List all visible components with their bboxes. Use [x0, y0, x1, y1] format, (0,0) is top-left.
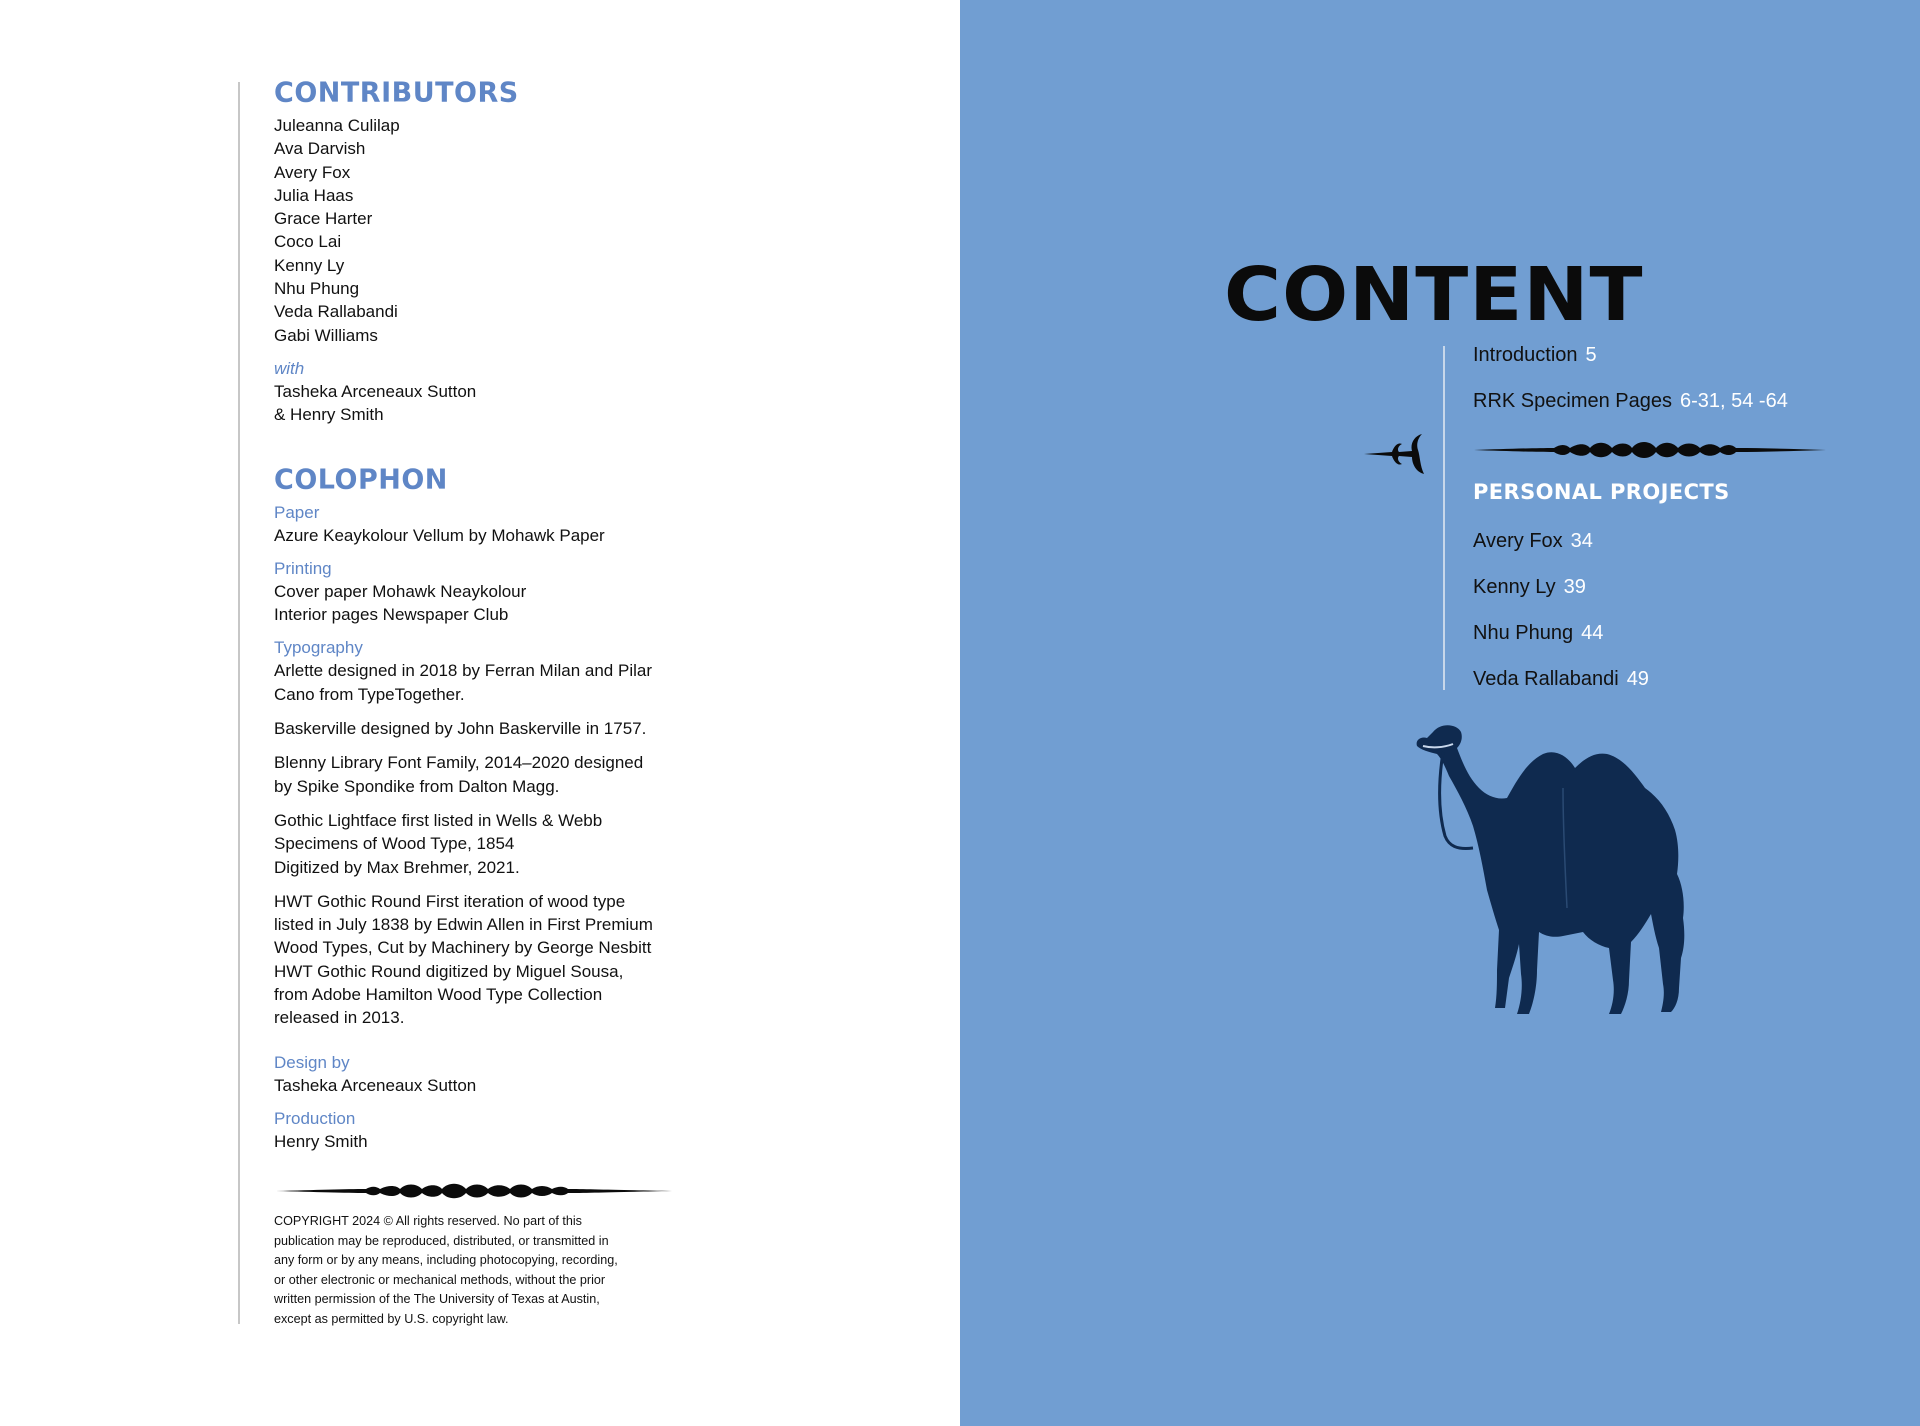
typography-line: Wood Types, Cut by Machinery by George Nesbitt — [274, 938, 652, 958]
with-name: Tasheka Arceneaux Sutton — [274, 381, 477, 401]
toc-item-veda-rallabandi[interactable] — [1473, 666, 1649, 692]
toc-vertical-rule — [1443, 346, 1445, 690]
toc-item-page: 49 — [1626, 668, 1649, 690]
design-name: Tasheka Arceneaux Sutton — [274, 1075, 477, 1095]
typography-line: HWT Gothic Round First iteration of wood type — [274, 891, 626, 911]
ornamental-divider-icon — [276, 1180, 672, 1202]
typography-line: Digitized by Max Brehmer, 2021. — [274, 857, 520, 877]
typography-paragraph — [274, 659, 694, 706]
colophon-title: COLOPHON — [274, 463, 448, 496]
toc-item-page: 34 — [1570, 530, 1593, 552]
contributor-name: Julia Haas — [274, 185, 354, 205]
contributor-name: Avery Fox — [274, 162, 351, 182]
typography-line: Cano from TypeTogether. — [274, 684, 465, 704]
production-name: Henry Smith — [274, 1131, 368, 1151]
copyright-line: or other electronic or mechanical methods, without the prior — [274, 1272, 606, 1287]
contributor-name: Juleanna Culilap — [274, 116, 400, 135]
typography-line: listed in July 1838 by Edwin Allen in First Premium — [274, 915, 653, 935]
copyright-line: written permission of the The University of Texas at Austin, — [274, 1292, 600, 1306]
typography-paragraph — [274, 717, 694, 740]
typography-line: released in 2013. — [274, 1008, 405, 1028]
toc-item-page: 5 — [1585, 344, 1597, 366]
with-label: with — [274, 358, 305, 378]
toc-item-page: 39 — [1563, 576, 1586, 598]
toc-item-rrk-specimen[interactable] — [1473, 388, 1788, 414]
copyright-notice — [274, 1212, 674, 1329]
flourish-icon — [1362, 432, 1426, 476]
copyright-line: publication may be reproduced, distributed, or transmitted in — [274, 1233, 609, 1248]
typography-line: Gothic Lightface first listed in Wells & Webb — [274, 810, 603, 830]
toc-item-page: 44 — [1581, 622, 1604, 644]
typography-line: by Spike Spondike from Dalton Magg. — [274, 776, 560, 796]
toc-item-label: Nhu Phung — [1473, 622, 1574, 644]
contributor-name: Nhu Phung — [274, 279, 360, 299]
copyright-line: except as permitted by U.S. copyright law. — [274, 1311, 509, 1326]
content-title: CONTENT — [1224, 252, 1644, 338]
printing-line: Interior pages Newspaper Club — [274, 605, 509, 625]
typography-paragraph — [274, 751, 694, 798]
contributors-list — [274, 114, 694, 347]
printing-label: Printing — [274, 558, 332, 578]
left-vertical-rule — [238, 82, 240, 1324]
production-label: Production — [274, 1108, 356, 1128]
toc-item-nhu-phung[interactable] — [1473, 620, 1603, 646]
paper-text: Azure Keaykolour Vellum by Mohawk Paper — [274, 525, 605, 545]
copyright-line: COPYRIGHT 2024 © All rights reserved. No part of this — [274, 1214, 582, 1228]
typography-line: from Adobe Hamilton Wood Type Collection — [274, 985, 603, 1005]
contributor-name: Grace Harter — [274, 209, 373, 229]
toc-item-label: RRK Specimen Pages — [1473, 390, 1672, 412]
typography-line: Baskerville designed by John Baskerville in 1757. — [274, 719, 647, 739]
contributors-title: CONTRIBUTORS — [274, 77, 519, 109]
personal-projects-title: PERSONAL PROJECTS — [1473, 480, 1730, 504]
typography-label: Typography — [274, 638, 363, 658]
contributor-name: Gabi Williams — [274, 325, 378, 345]
toc-item-label: Kenny Ly — [1473, 576, 1556, 598]
contributor-name: Coco Lai — [274, 232, 342, 252]
typography-line: Arlette designed in 2018 by Ferran Milan and Pilar — [274, 661, 652, 681]
printing-line: Cover paper Mohawk Neaykolour — [274, 581, 527, 601]
design-label: Design by — [274, 1052, 350, 1072]
toc-item-label: Veda Rallabandi — [1473, 668, 1619, 690]
typography-paragraph — [274, 890, 694, 1030]
left-column — [274, 74, 694, 1153]
contributor-name: Veda Rallabandi — [274, 302, 398, 322]
toc-item-introduction[interactable] — [1473, 342, 1597, 368]
typography-line: Specimens of Wood Type, 1854 — [274, 834, 515, 854]
toc-item-avery-fox[interactable] — [1473, 528, 1593, 554]
typography-paragraph — [274, 809, 694, 879]
typography-line: HWT Gothic Round digitized by Miguel Sousa, — [274, 961, 624, 981]
right-page — [960, 0, 1920, 1426]
toc-item-page: 6-31, 54 -64 — [1679, 390, 1788, 412]
paper-label: Paper — [274, 502, 320, 522]
with-name: & Henry Smith — [274, 405, 384, 425]
camel-icon — [1413, 718, 1703, 1018]
typography-line: Blenny Library Font Family, 2014–2020 designed — [274, 753, 644, 773]
toc-item-label: Introduction — [1473, 344, 1578, 366]
contributor-name: Kenny Ly — [274, 255, 345, 275]
contributor-name: Ava Darvish — [274, 139, 366, 159]
toc-item-label: Avery Fox — [1473, 530, 1563, 552]
ornamental-divider-icon — [1474, 437, 1826, 463]
copyright-line: any form or by any means, including photocopying, recording, — [274, 1253, 618, 1267]
toc-item-kenny-ly[interactable] — [1473, 574, 1586, 600]
